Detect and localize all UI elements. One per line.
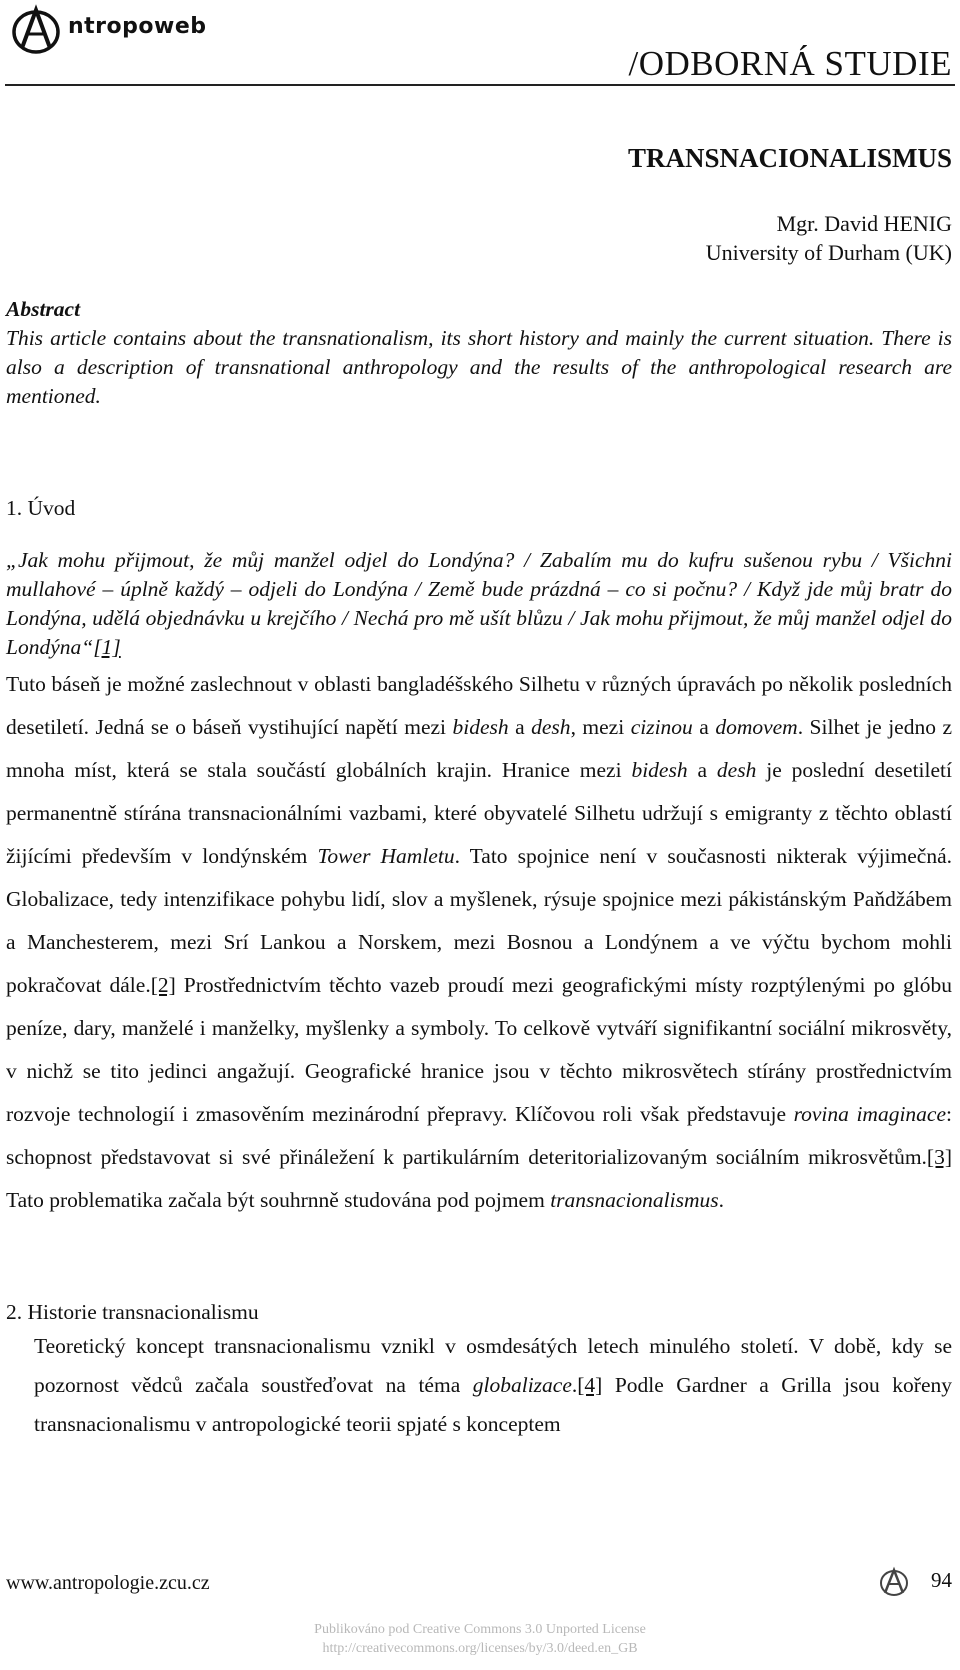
logo-text: ntropoweb [68,13,207,39]
header-divider [5,84,955,86]
site-logo [10,2,207,58]
antropoweb-small-logo-icon [878,1565,912,1599]
section-label: /ODBORNÁ STUDIE [628,44,952,83]
footnote-link-1[interactable]: [1] [93,635,121,659]
page-number: 94 [931,1568,952,1592]
license-notice [0,1620,960,1658]
section-heading-uvod: 1. Úvod [6,496,76,520]
antropoweb-logo-icon [10,2,66,58]
section-heading-historie: 2. Historie transnacionalismu [6,1300,259,1324]
footnote-link-4[interactable]: [4] [577,1373,603,1397]
abstract [6,295,952,411]
author-affiliation: University of Durham (UK) [705,240,952,265]
abstract-text: This article contains about the transnationalism, its short history and mainly the current situation. There is also a description of transnational anthropology and the results of the anthropological research are mentioned. [6,326,952,408]
footer-url[interactable]: www.antropologie.zcu.cz [6,1572,210,1594]
poem-quote: „Jak mohu přijmout, že můj manžel odjel do Londýna? / Zabalím mu do kufru sušenou rybu / Všichni mullahové – úplně každý – odjeli do Londýna / Země bude prázdná – co si počnu? / Když jde můj bratr do Londýna, udělá objednávku u krejčího / Nechá pro mě ušít blůzu / Jak mohu přijmout, že můj manžel odjel do Londýna“[1] [6,548,952,659]
intro-paragraph: Tuto báseň je možné zaslechnout v oblasti bangladéšského Silhetu v různých úpravách po několik posledních desetiletí. Jedná se o báseň vystihující napětí mezi bidesh a desh, mezi cizinou a domovem. Silhet je jedno z mnoha míst, která se stala součástí globálních krajin. Hranice mezi bidesh a desh je poslední desetiletí permanentně stírána transnacionálními vazbami, které obyvatelé Silhetu udržují s emigranty z těchto oblastí žijícími především v londýnském Tower Hamletu. Tato spojnice není v současnosti nikterak výjimečná. Globalizace, tedy intenzifikace pohybu lidí, slov a myšlenek, rýsuje spojnice mezi pákistánským Paňdžábem a Manchesterem, mezi Srí Lankou a Norskem, mezi Bosnou a Londýnem a ve výčtu bychom mohli pokračovat dále.[2] Prostřednictvím těchto vazeb proudí mezi geografickými místy rozptýlenými po glóbu peníze, dary, manželé i manželky, myšlenky a symboly. To celkově vytváří signifikantní sociální mikrosvěty, v nichž se tito jedinci angažují. Geografické hranice jsou v těchto mikrosvětech stírány prostřednictvím rozvoje technologií i zmasověním mezinárodní přepravy. Klíčovou roli však představuje rovina imaginace: schopnost představovat si své přináležení k partikulárním deteritorializovaným sociálním mikrosvětům.[3] Tato problematika začala být souhrnně studována pod pojmem transnacionalismus. [6,672,952,1212]
author-name: Mgr. David HENIG [776,211,952,236]
license-text: Publikováno pod Creative Commons 3.0 Unported License [314,1622,646,1637]
footnote-link-3[interactable]: [3] [926,1145,952,1169]
license-url[interactable]: http://creativecommons.org/licenses/by/3.0/deed.en_GB [322,1641,638,1656]
author-block [706,209,952,267]
article-title: TRANSNACIONALISMUS [627,143,952,173]
footnote-link-2[interactable]: [2] [150,973,176,997]
abstract-heading: Abstract [6,297,81,321]
history-paragraph: Teoretický koncept transnacionalismu vznikl v osmdesátých letech minulého století. V době, kdy se pozornost vědců začala soustřeďovat na téma globalizace.[4] Podle Gardner a Grilla jsou kořeny transnacionalismu v antropologické teorii spjaté s konceptem [34,1334,952,1436]
section-body-uvod [6,546,952,1222]
